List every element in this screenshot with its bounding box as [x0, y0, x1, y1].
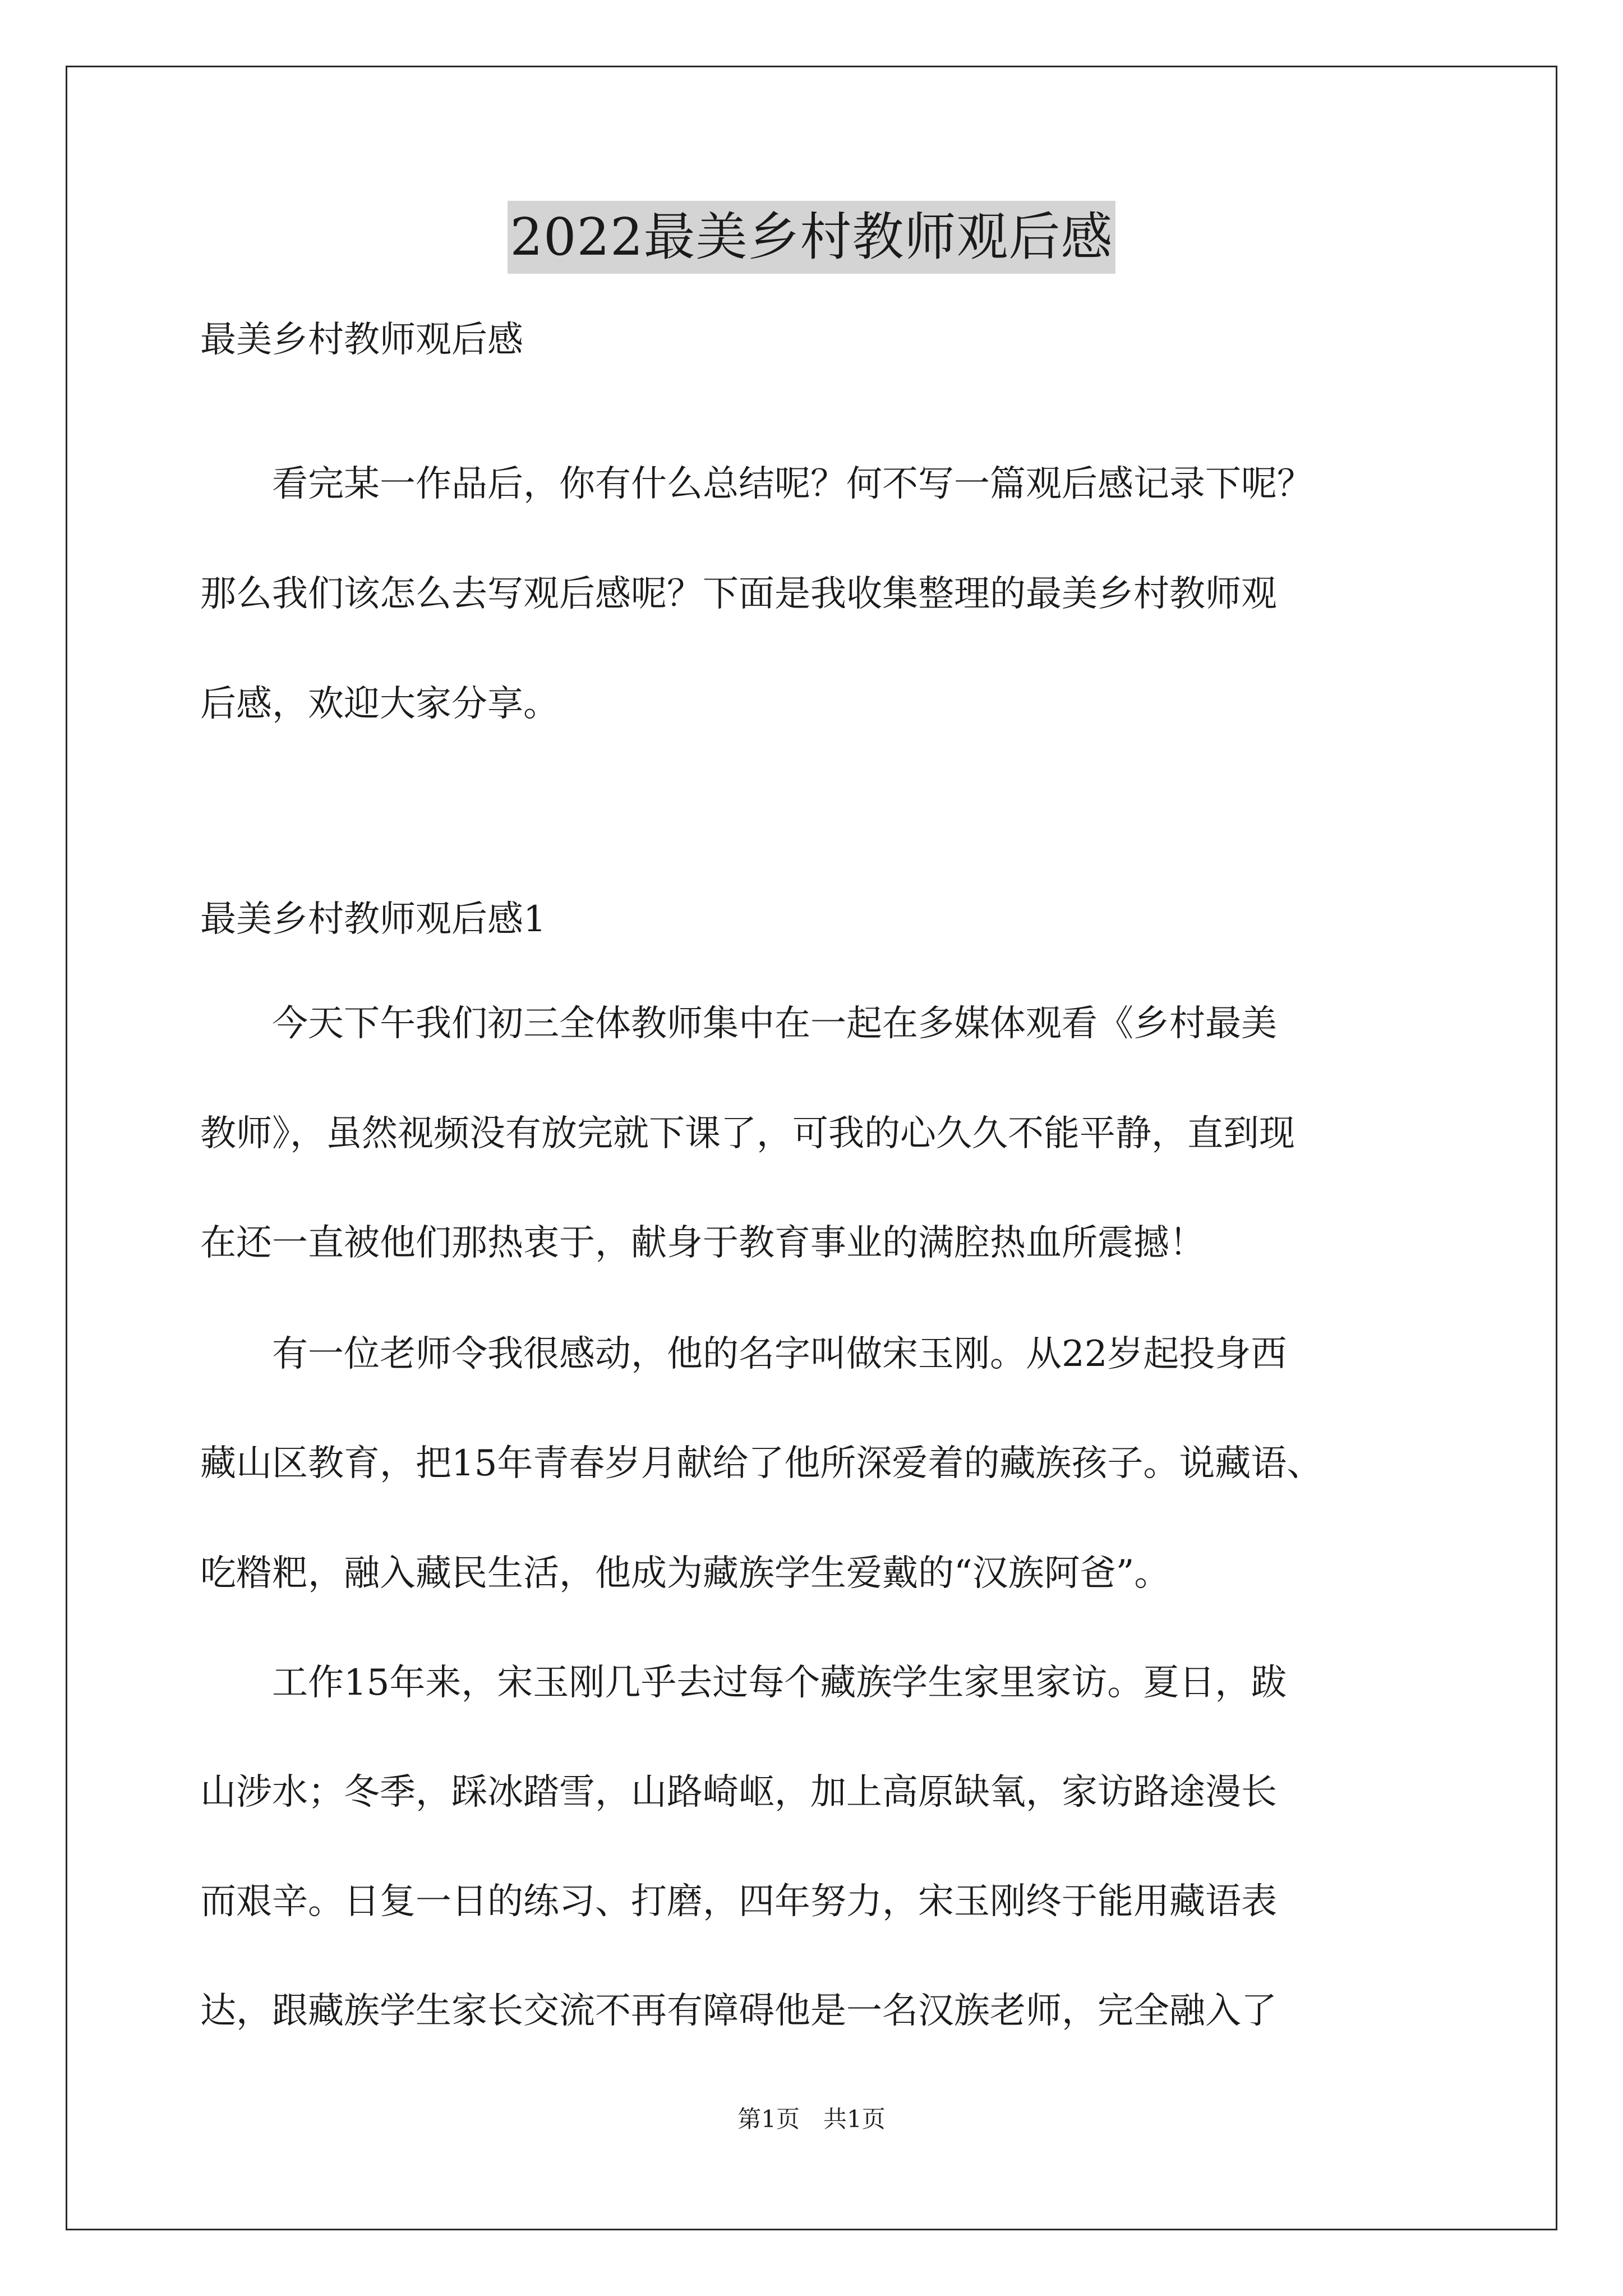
body-line: 工作15年来，宋玉刚几乎去过每个藏族学生家里家访。夏日，跋 [200, 1662, 1287, 1704]
body-line: 有一位老师令我很感动，他的名字叫做宋玉刚。从22岁起投身西 [200, 1333, 1287, 1375]
intro-line: 后感，欢迎大家分享。 [200, 683, 559, 725]
subtitle: 最美乡村教师观后感 [200, 319, 523, 361]
title-wrapper [0, 201, 1623, 274]
body-line: 达，跟藏族学生家长交流不再有障碍他是一名汉族老师，完全融入了 [200, 1990, 1277, 2032]
body-line: 教师》，虽然视频没有放完就下课了，可我的心久久不能平静，直到现 [200, 1113, 1295, 1154]
body-line: 在还一直被他们那热衷于，献身于教育事业的满腔热血所震撼！ [200, 1222, 1205, 1264]
body-line: 今天下午我们初三全体教师集中在一起在多媒体观看《乡村最美 [200, 1003, 1277, 1045]
intro-line: 那么我们该怎么去写观后感呢？下面是我收集整理的最美乡村教师观 [200, 573, 1277, 615]
body-line: 山涉水；冬季，踩冰踏雪，山路崎岖，加上高原缺氧，家访路途漫长 [200, 1772, 1277, 1813]
body-line: 藏山区教育，把15年青春岁月献给了他所深爱着的藏族孩子。说藏语、 [200, 1443, 1323, 1484]
intro-line: 看完某一作品后，你有什么总结呢？何不写一篇观后感记录下呢？ [200, 463, 1313, 505]
document-title: 2022最美乡村教师观后感 [508, 201, 1115, 274]
body-line: 吃糌粑，融入藏民生活，他成为藏族学生爱戴的“汉族阿爸”。 [200, 1553, 1170, 1594]
body-line: 而艰辛。日复一日的练习、打磨，四年努力，宋玉刚终于能用藏语表 [200, 1881, 1277, 1922]
page-footer: 第1页 共1页 [737, 2105, 886, 2133]
section-heading: 最美乡村教师观后感1 [200, 899, 546, 940]
